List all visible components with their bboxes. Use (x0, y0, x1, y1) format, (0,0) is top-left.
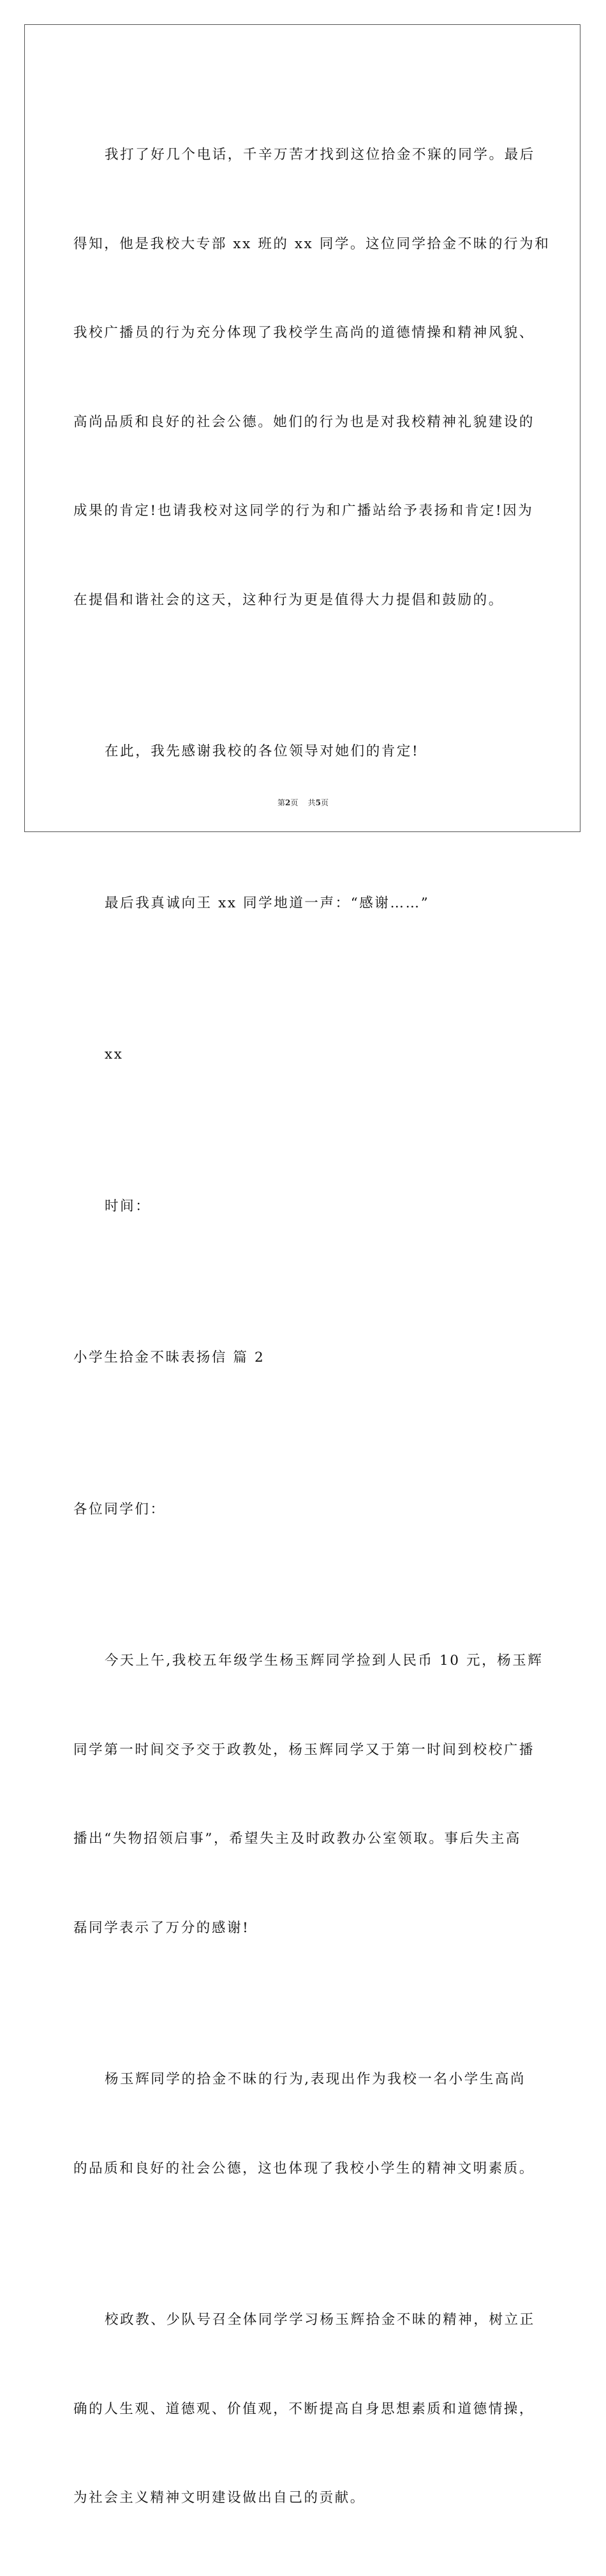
text-line: 得知，他是我校大专部 xx 班的 xx 同学。这位同学拾金不昧的行为和 (73, 235, 551, 252)
text-line: 的品质和良好的社会公德，这也体现了我校小学生的精神文明素质。 (73, 2160, 535, 2177)
text-line: 时间： (105, 1198, 151, 1214)
page-prefix: 第 (277, 798, 285, 807)
salutation (73, 1436, 536, 1584)
text-line: 我打了好几个电话，千辛万苦才找到这位拾金不寐的同学。最后 (105, 147, 535, 163)
text-line: 今天上午,我校五年级学生杨玉辉同学捡到人民币 10 元，杨玉辉 (105, 1653, 543, 1669)
document-body (73, 81, 551, 2576)
text-line: 最后我真诚向王 xx 同学地道一声：“感谢……” (105, 895, 430, 911)
text-line: 播出“失物招领启事”，希望失主及时政教办公室领取。事后失主高 (73, 1831, 521, 1847)
total-suffix: 页 (321, 798, 329, 807)
paragraph (73, 81, 551, 674)
text-line: 磊同学表示了万分的感谢! (73, 1919, 250, 1936)
text-line: 成果的肯定!也请我校对这同学的行为和广播站给予表扬和肯定!因为 (73, 503, 534, 519)
text-line: 小学生拾金不昧表扬信 篇 2 (73, 1350, 265, 1366)
text-line: 同学第一时间交予交于政教处，杨玉辉同学又于第一时间到校校广播 (73, 1741, 535, 1758)
paragraph (73, 830, 536, 978)
section-heading (73, 1284, 536, 1433)
page-footer (0, 797, 606, 808)
paragraph (73, 1587, 543, 2002)
text-line: 在此，我先感谢我校的各位领导对她们的肯定! (105, 743, 420, 759)
text-line: 确的人生观、道德观、价值观，不断提高自身思想素质和道德情操， (73, 2401, 535, 2417)
total-prefix: 共 (307, 798, 316, 807)
text-line: 校政教、少队号召全体同学学习杨玉辉拾金不昧的精神，树立正 (105, 2312, 535, 2328)
paragraph (73, 2006, 536, 2243)
text-line: 我校广播员的行为充分体现了我校学生高尚的道德情操和精神风貌、 (73, 325, 535, 341)
signature-name (73, 981, 536, 1129)
page-number: 2 (285, 798, 291, 807)
signature-date (73, 1133, 536, 1281)
text-line: xx (105, 1046, 124, 1062)
text-line: 高尚品质和良好的社会公德。她们的行为也是对我校精神礼貌建设的 (73, 413, 535, 430)
total-pages: 5 (315, 798, 321, 807)
text-line: 在提倡和谐社会的这天，这种行为更是值得大力提倡和鼓励的。 (73, 592, 504, 608)
text-line: 各位同学们： (73, 1501, 166, 1517)
paragraph (73, 2246, 536, 2573)
page-suffix: 页 (290, 798, 299, 807)
text-line: 为社会主义精神文明建设做出自己的贡献。 (73, 2490, 366, 2506)
text-line: 杨玉辉同学的拾金不昧的行为,表现出作为我校一名小学生高尚 (105, 2071, 526, 2087)
